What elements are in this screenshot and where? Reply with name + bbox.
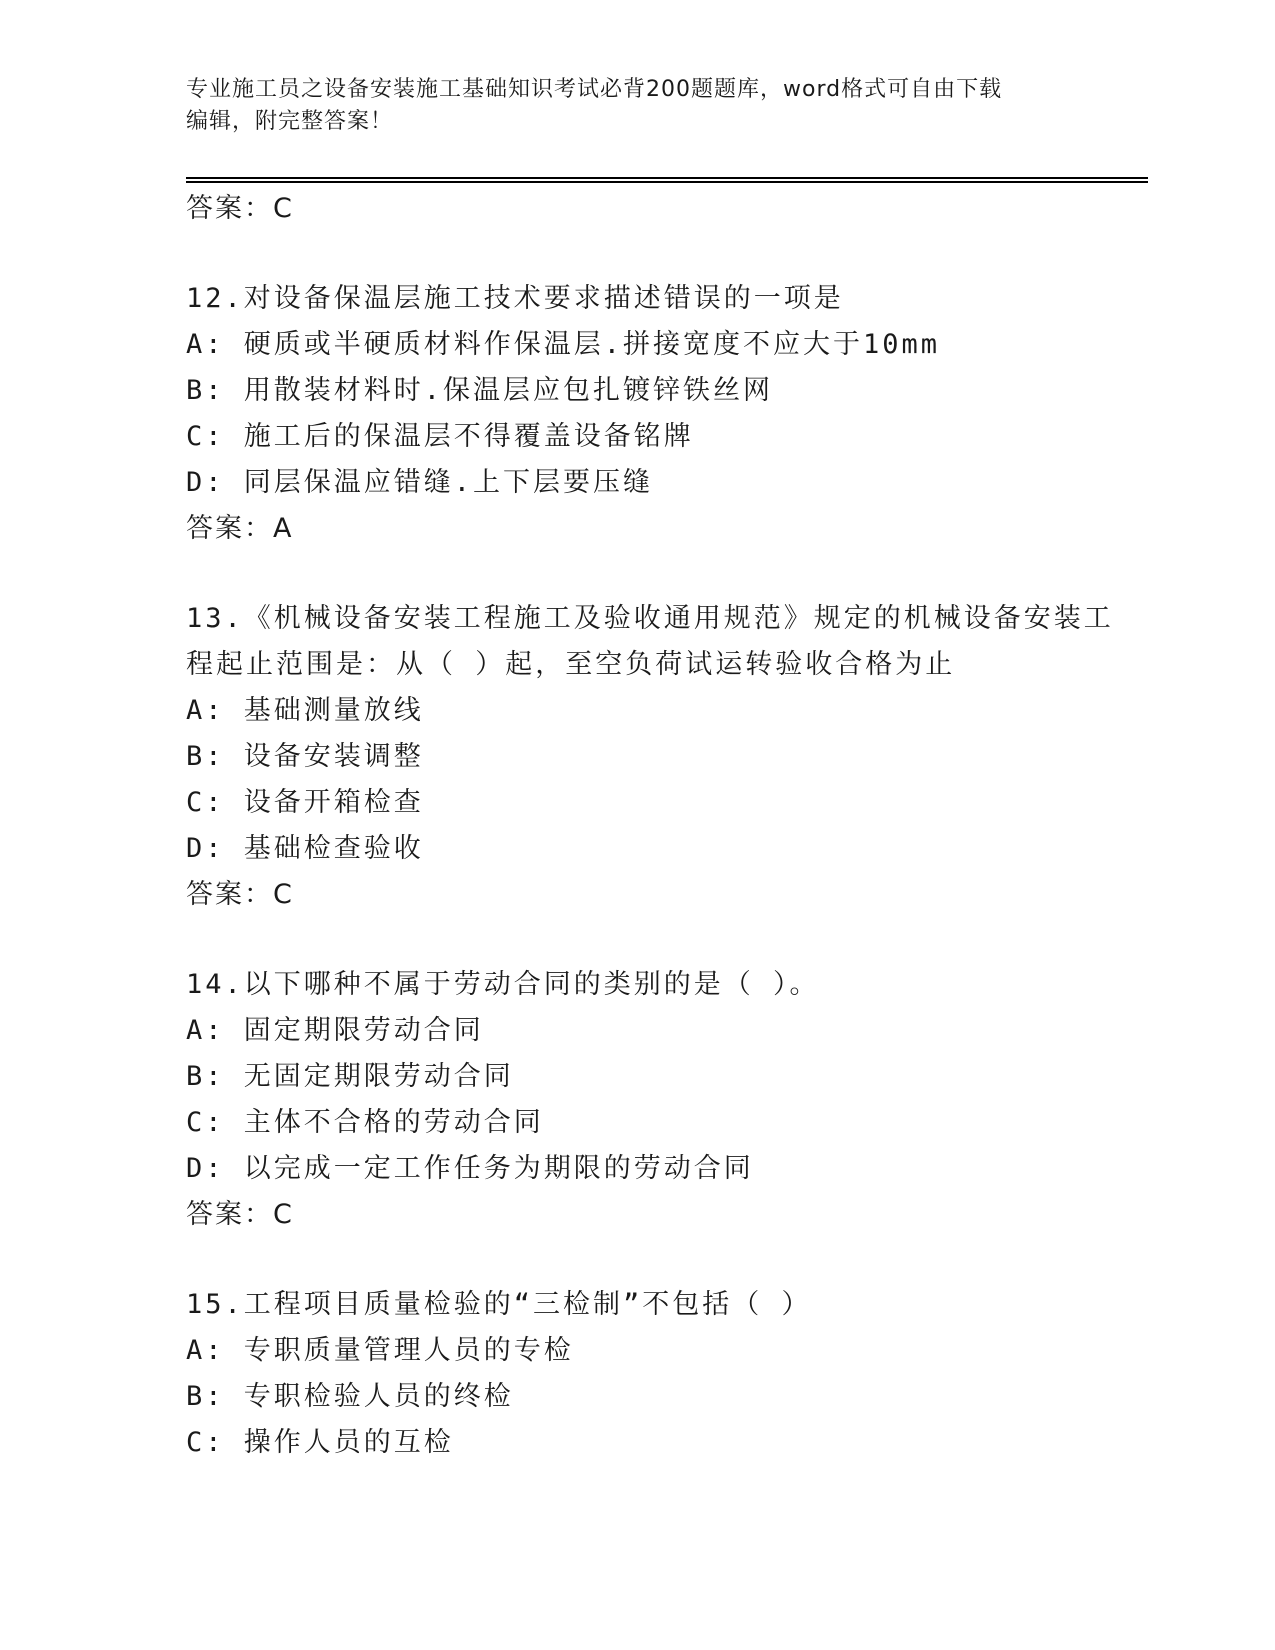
answer-line: 答案：A [186,513,294,544]
option-d: D: 基础检查验收 [186,833,424,864]
question-list [186,186,1146,1466]
answer-line: 答案：C [186,879,294,910]
document-header [186,74,1086,138]
option-c: C: 主体不合格的劳动合同 [186,1107,544,1138]
question-15 [186,1282,1146,1466]
question-13 [186,596,1146,918]
option-a: A: 专职质量管理人员的专检 [186,1335,574,1366]
option-b: B: 专职检验人员的终检 [186,1381,514,1412]
option-d: D: 同层保温应错缝.上下层要压缝 [186,467,654,498]
question-stem: 13.《机械设备安装工程施工及验收通用规范》规定的机械设备安装工 [186,603,1114,634]
option-c: C: 施工后的保温层不得覆盖设备铭牌 [186,421,694,452]
question-stem-continued: 程起止范围是：从（ ）起，至空负荷试运转验收合格为止 [186,649,956,680]
option-b: B: 用散装材料时.保温层应包扎镀锌铁丝网 [186,375,774,406]
question-stem: 15.工程项目质量检验的“三检制”不包括（ ） [186,1289,812,1320]
header-divider [186,177,1148,183]
question-stem: 14.以下哪种不属于劳动合同的类别的是（ ）。 [186,969,820,1000]
option-c: C: 设备开箱检查 [186,787,424,818]
option-b: B: 无固定期限劳动合同 [186,1061,514,1092]
option-a: A: 硬质或半硬质材料作保温层.拼接宽度不应大于10mm [186,329,941,360]
option-c: C: 操作人员的互检 [186,1427,454,1458]
header-line-2: 编辑，附完整答案！ [186,109,394,134]
option-d: D: 以完成一定工作任务为期限的劳动合同 [186,1153,754,1184]
question-stem: 12.对设备保温层施工技术要求描述错误的一项是 [186,283,844,314]
question-12 [186,276,1146,552]
answer-line: 答案：C [186,1199,294,1230]
question-14 [186,962,1146,1238]
answer-line: 答案：C [186,193,294,224]
option-a: A: 基础测量放线 [186,695,424,726]
option-a: A: 固定期限劳动合同 [186,1015,484,1046]
option-b: B: 设备安装调整 [186,741,424,772]
header-line-1: 专业施工员之设备安装施工基础知识考试必背200题题库，word格式可自由下载 [186,77,1003,102]
